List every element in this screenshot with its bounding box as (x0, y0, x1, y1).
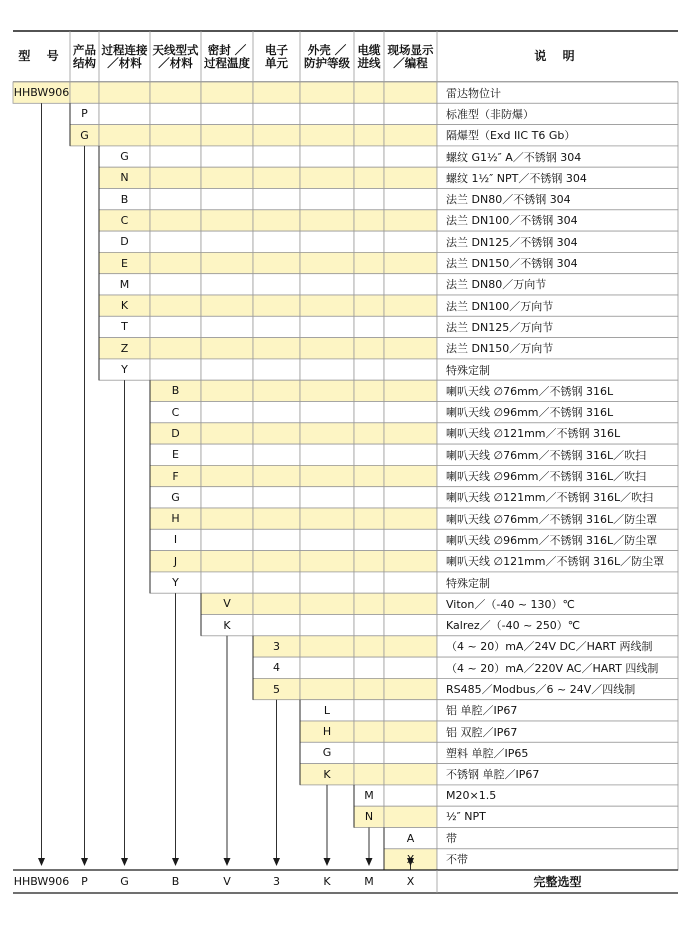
option-code: V (223, 597, 231, 611)
option-description: 喇叭天线 ∅76mm／不锈钢 316L (446, 384, 614, 398)
header-model-label: 型 号 (18, 49, 65, 63)
option-code: M (119, 277, 130, 291)
row-cell-bg (253, 252, 300, 273)
row-cell-bg (384, 82, 437, 103)
row-cell-bg (201, 82, 253, 103)
row-cell-bg (150, 274, 201, 295)
row-cell-bg (384, 444, 437, 465)
final-code: K (323, 875, 331, 888)
option-description: 法兰 DN150／不锈钢 304 (446, 257, 578, 271)
row-cell-bg (70, 82, 99, 103)
row-cell-bg (384, 316, 437, 337)
header-column-label: 电子 单元 (265, 42, 288, 70)
row-cell-bg (300, 316, 354, 337)
option-code: HHBW906 (13, 86, 70, 100)
row-cell-bg (354, 657, 384, 678)
arrow-head (366, 858, 373, 866)
option-description: 特殊定制 (446, 363, 490, 377)
row-cell-bg (354, 742, 384, 763)
row-cell-bg (253, 316, 300, 337)
row-cell-bg (253, 274, 300, 295)
row-cell-bg (201, 103, 253, 124)
row-cell-bg (354, 103, 384, 124)
header-description-label: 说 明 (534, 49, 581, 63)
option-code: G (120, 150, 129, 164)
row-cell-bg (300, 508, 354, 529)
header-column-label: 外壳 ／ 防护等级 (304, 42, 350, 70)
row-cell-bg (253, 615, 300, 636)
option-code: K (323, 767, 331, 781)
row-cell-bg (201, 572, 253, 593)
row-cell-bg (384, 423, 437, 444)
row-cell-bg (150, 82, 201, 103)
row-cell-bg (354, 189, 384, 210)
option-code: K (120, 299, 129, 313)
row-cell-bg (384, 551, 437, 572)
option-description: 喇叭天线 ∅96mm／不锈钢 316L／防尘罩 (446, 533, 658, 547)
option-description: 法兰 DN150／万向节 (446, 342, 554, 356)
option-code: K (223, 618, 231, 632)
row-cell-bg (300, 444, 354, 465)
final-code: P (81, 875, 88, 888)
header-column-label: 产品 结构 (73, 42, 96, 70)
option-description: 特殊定制 (446, 576, 490, 590)
row-cell-bg (99, 103, 150, 124)
row-cell-bg (150, 252, 201, 273)
row-cell-bg (354, 636, 384, 657)
row-cell-bg (150, 167, 201, 188)
option-code: X (406, 852, 415, 866)
option-description: 喇叭天线 ∅121mm／不锈钢 316L (446, 427, 621, 441)
option-description: 铝 双腔／IP67 (446, 725, 518, 739)
row-cell-bg (201, 551, 253, 572)
option-code: T (121, 320, 128, 334)
row-cell-bg (300, 465, 354, 486)
arrow-head (324, 858, 331, 866)
row-cell-bg (354, 423, 384, 444)
option-description: （4 ~ 20）mA／220V AC／HART 四线制 (446, 661, 659, 675)
row-cell-bg (253, 529, 300, 550)
option-description: 法兰 DN100／不锈钢 304 (446, 214, 578, 228)
row-cell-bg (384, 742, 437, 763)
row-cell-bg (354, 508, 384, 529)
final-code: 3 (273, 875, 280, 888)
row-cell-bg (201, 380, 253, 401)
row-cell-bg (384, 764, 437, 785)
option-code: Y (121, 363, 128, 377)
row-cell-bg (300, 615, 354, 636)
option-code: D (120, 235, 129, 249)
row-cell-bg (201, 295, 253, 316)
row-cell-bg (253, 125, 300, 146)
row-cell-bg (300, 551, 354, 572)
row-cell-bg (253, 508, 300, 529)
row-cell-bg (384, 615, 437, 636)
option-code: E (172, 448, 179, 462)
row-cell-bg (300, 423, 354, 444)
row-cell-bg (354, 678, 384, 699)
option-description: 喇叭天线 ∅76mm／不锈钢 316L／防尘罩 (446, 512, 658, 526)
option-description: （4 ~ 20）mA／24V DC／HART 两线制 (446, 640, 653, 654)
option-code: A (406, 831, 415, 845)
row-cell-bg (300, 82, 354, 103)
row-cell-bg (354, 721, 384, 742)
row-cell-bg (354, 231, 384, 252)
row-cell-bg (253, 82, 300, 103)
row-cell-bg (253, 487, 300, 508)
row-cell-bg (354, 487, 384, 508)
row-cell-bg (300, 252, 354, 273)
option-description: 法兰 DN80／不锈钢 304 (446, 193, 571, 207)
option-code: G (322, 746, 332, 760)
row-cell-bg (150, 189, 201, 210)
row-cell-bg (384, 678, 437, 699)
option-code: Z (120, 341, 129, 355)
row-cell-bg (253, 189, 300, 210)
row-cell-bg (384, 402, 437, 423)
row-cell-bg (354, 380, 384, 401)
row-cell-bg (201, 252, 253, 273)
row-cell-bg (253, 295, 300, 316)
option-description: 法兰 DN125／不锈钢 304 (446, 235, 578, 249)
row-cell-bg (384, 210, 437, 231)
option-code: P (81, 107, 88, 121)
row-cell-bg (300, 103, 354, 124)
row-cell-bg (384, 167, 437, 188)
row-cell-bg (354, 210, 384, 231)
row-cell-bg (253, 338, 300, 359)
row-cell-bg (384, 785, 437, 806)
row-cell-bg (253, 423, 300, 444)
row-cell-bg (354, 338, 384, 359)
row-cell-bg (201, 167, 253, 188)
row-cell-bg (354, 274, 384, 295)
option-code: E (121, 256, 128, 270)
row-cell-bg (99, 125, 150, 146)
row-cell-bg (300, 125, 354, 146)
row-cell-bg (354, 295, 384, 316)
row-cell-bg (201, 274, 253, 295)
row-cell-bg (253, 551, 300, 572)
arrow-head (121, 858, 128, 866)
row-cell-bg (384, 636, 437, 657)
row-cell-bg (384, 529, 437, 550)
row-cell-bg (300, 593, 354, 614)
option-description: 喇叭天线 ∅121mm／不锈钢 316L／吹扫 (446, 491, 654, 505)
row-cell-bg (384, 806, 437, 827)
row-cell-bg (384, 572, 437, 593)
row-cell-bg (354, 529, 384, 550)
row-cell-bg (384, 231, 437, 252)
option-description: 法兰 DN100／万向节 (446, 299, 554, 313)
row-cell-bg (300, 572, 354, 593)
row-cell-bg (201, 465, 253, 486)
row-cell-bg (150, 359, 201, 380)
row-cell-bg (354, 82, 384, 103)
option-code: N (364, 810, 374, 824)
arrow-head (224, 858, 231, 866)
option-code: 4 (273, 661, 280, 675)
row-cell-bg (354, 572, 384, 593)
final-code: X (406, 875, 415, 888)
row-cell-bg (150, 125, 201, 146)
row-cell-bg (384, 103, 437, 124)
final-code: HHBW906 (13, 875, 70, 888)
row-cell-bg (300, 231, 354, 252)
row-cell-bg (384, 146, 437, 167)
option-code: N (120, 171, 129, 185)
option-code: 3 (273, 639, 280, 653)
row-cell-bg (384, 338, 437, 359)
row-cell-bg (150, 146, 201, 167)
row-cell-bg (384, 657, 437, 678)
option-code: I (173, 533, 178, 547)
final-code: V (223, 875, 231, 888)
row-cell-bg (253, 572, 300, 593)
row-cell-bg (354, 146, 384, 167)
row-cell-bg (253, 167, 300, 188)
row-cell-bg (150, 103, 201, 124)
row-cell-bg (384, 359, 437, 380)
row-cell-bg (354, 764, 384, 785)
row-cell-bg (253, 380, 300, 401)
row-cell-bg (354, 316, 384, 337)
row-cell-bg (201, 316, 253, 337)
row-cell-bg (300, 657, 354, 678)
option-code: L (323, 703, 331, 717)
row-cell-bg (253, 465, 300, 486)
row-cell-bg (201, 210, 253, 231)
option-description: ½″ NPT (446, 810, 486, 824)
option-code: F (172, 469, 179, 483)
option-code: H (322, 725, 332, 739)
row-cell-bg (300, 295, 354, 316)
row-cell-bg (300, 189, 354, 210)
row-cell-bg (253, 210, 300, 231)
option-description: 喇叭天线 ∅96mm／不锈钢 316L／吹扫 (446, 470, 647, 484)
arrow-head (81, 858, 88, 866)
option-description: 带 (446, 832, 457, 846)
row-cell-bg (201, 423, 253, 444)
option-description: Viton／（-40 ~ 130）℃ (446, 597, 575, 611)
row-cell-bg (300, 210, 354, 231)
row-cell-bg (384, 700, 437, 721)
row-cell-bg (384, 380, 437, 401)
row-cell-bg (253, 402, 300, 423)
row-cell-bg (384, 487, 437, 508)
option-description: 螺纹 G1½″ A／不锈钢 304 (446, 150, 582, 164)
row-cell-bg (150, 295, 201, 316)
option-description: 不锈钢 单腔／IP67 (446, 768, 540, 782)
option-code: Y (172, 576, 179, 590)
row-cell-bg (300, 146, 354, 167)
row-cell-bg (300, 167, 354, 188)
row-cell-bg (253, 359, 300, 380)
option-code: D (171, 426, 180, 440)
header-column-label: 现场显示 ／编程 (387, 42, 434, 70)
row-cell-bg (150, 231, 201, 252)
option-description: 雷达物位计 (446, 86, 501, 100)
row-cell-bg (253, 103, 300, 124)
row-cell-bg (300, 338, 354, 359)
row-cell-bg (384, 465, 437, 486)
option-description: 喇叭天线 ∅96mm／不锈钢 316L (446, 406, 614, 420)
row-cell-bg (354, 465, 384, 486)
option-code: G (80, 128, 89, 142)
row-cell-bg (300, 380, 354, 401)
row-cell-bg (384, 721, 437, 742)
row-cell-bg (300, 678, 354, 699)
row-cell-bg (384, 593, 437, 614)
option-description: 标准型（非防爆） (446, 107, 534, 121)
row-cell-bg (150, 316, 201, 337)
option-description: M20×1.5 (446, 789, 497, 803)
row-cell-bg (201, 402, 253, 423)
option-code: C (120, 213, 129, 227)
final-description: 完整选型 (533, 875, 582, 889)
option-code: B (120, 192, 129, 206)
row-cell-bg (201, 359, 253, 380)
final-code: G (120, 875, 129, 888)
option-description: 螺纹 1½″ NPT／不锈钢 304 (446, 171, 587, 185)
option-description: 塑料 单腔／IP65 (446, 746, 529, 760)
option-description: 法兰 DN80／万向节 (446, 278, 547, 292)
row-cell-bg (384, 274, 437, 295)
row-cell-bg (384, 295, 437, 316)
option-description: 不带 (446, 853, 468, 867)
arrow-head (172, 858, 179, 866)
arrow-head (38, 858, 45, 866)
option-description: RS485／Modbus／6 ~ 24V／四线制 (446, 683, 636, 697)
option-code: G (171, 490, 180, 504)
row-cell-bg (201, 444, 253, 465)
option-description: Kalrez／（-40 ~ 250）℃ (446, 619, 581, 633)
row-cell-bg (201, 529, 253, 550)
row-cell-bg (300, 274, 354, 295)
option-description: 法兰 DN125／万向节 (446, 320, 554, 334)
option-code: C (171, 405, 180, 419)
row-cell-bg (201, 231, 253, 252)
header-column-label: 天线型式 ／材料 (152, 42, 199, 70)
row-cell-bg (253, 146, 300, 167)
header-column-label: 电缆 进线 (357, 42, 381, 70)
row-cell-bg (150, 338, 201, 359)
row-cell-bg (384, 189, 437, 210)
option-description: 喇叭天线 ∅76mm／不锈钢 316L／吹扫 (446, 448, 647, 462)
row-cell-bg (201, 487, 253, 508)
row-cell-bg (201, 508, 253, 529)
row-cell-bg (384, 508, 437, 529)
row-cell-bg (354, 444, 384, 465)
final-code: M (364, 875, 374, 888)
row-cell-bg (300, 529, 354, 550)
row-cell-bg (201, 338, 253, 359)
row-cell-bg (201, 125, 253, 146)
header-column-label: 过程连接 ／材料 (101, 42, 148, 70)
row-cell-bg (99, 82, 150, 103)
row-cell-bg (384, 125, 437, 146)
option-description: 喇叭天线 ∅121mm／不锈钢 316L／防尘罩 (446, 555, 665, 569)
header-column-label: 密封 ／ 过程温度 (204, 42, 250, 70)
row-cell-bg (300, 359, 354, 380)
row-cell-bg (354, 125, 384, 146)
option-code: M (364, 789, 374, 803)
row-cell-bg (354, 615, 384, 636)
row-cell-bg (354, 700, 384, 721)
row-cell-bg (253, 593, 300, 614)
final-code: B (171, 875, 180, 888)
option-description: 铝 单腔／IP67 (446, 704, 518, 718)
arrow-head (273, 858, 280, 866)
option-code: H (171, 512, 180, 526)
row-cell-bg (354, 167, 384, 188)
row-cell-bg (201, 189, 253, 210)
row-cell-bg (354, 359, 384, 380)
option-code: 5 (273, 682, 280, 696)
row-cell-bg (354, 593, 384, 614)
row-cell-bg (354, 252, 384, 273)
row-cell-bg (300, 636, 354, 657)
row-cell-bg (384, 252, 437, 273)
row-cell-bg (354, 402, 384, 423)
row-cell-bg (253, 231, 300, 252)
option-code: B (171, 384, 180, 398)
option-description: 隔爆型（Exd IIC T6 Gb） (446, 129, 576, 143)
option-code: J (173, 554, 178, 568)
row-cell-bg (201, 146, 253, 167)
row-cell-bg (253, 444, 300, 465)
row-cell-bg (300, 402, 354, 423)
row-cell-bg (354, 551, 384, 572)
row-cell-bg (300, 487, 354, 508)
row-cell-bg (150, 210, 201, 231)
